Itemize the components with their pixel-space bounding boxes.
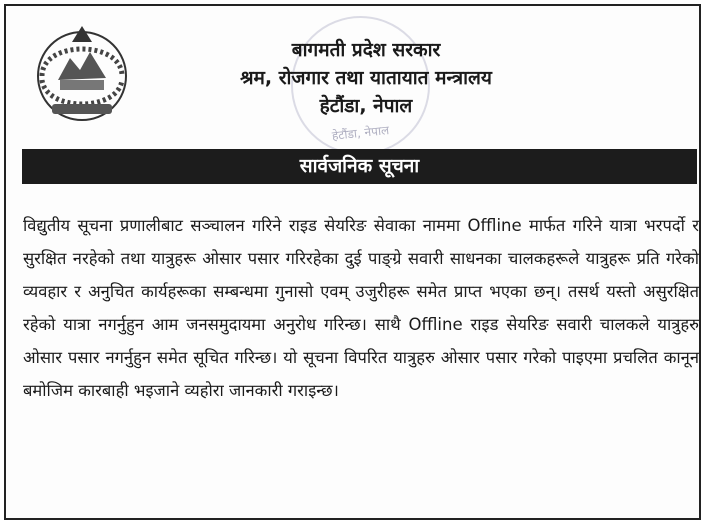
notice-title-banner: सार्वजनिक सूचना <box>22 149 697 184</box>
stamp-text: हेटौंडा, नेपाल <box>331 123 390 143</box>
letterhead <box>156 36 576 120</box>
government-name: बागमती प्रदेश सरकार <box>291 39 441 61</box>
notice-body: विद्युतीय सूचना प्रणालीबाट सञ्चालन गरिने राइड सेयरिङ सेवाका नाममा Offline मार्फत गरिने यात्रा भरपर्दो र सुरक्षित नरहेको तथा यात्रुहरू ओसार पसार गरिरहेका दुई पाङ्ग्रे सवारी साधनका चालकहरूले यात्रुहरू प्रति गरेको व्यवहार र अनुचित कार्यहरूका सम्बन्धमा गुनासो एवम् उजुरीहरू समेत प्राप्त भएका छन्। तसर्थ यस्तो असुरक्षित रहेको यात्रा नगर्नुहुन आम जनसमुदायमा अनुरोध गरिन्छ। साथै Offline राइड सेयरिङ सवारी चालकले यात्रुहरु ओसार पसार नगर्नुहुन समेत सूचित गरिन्छ। यो सूचना विपरित यात्रुहरु ओसार पसार गरेको पाइएमा प्रचलित कानून बमोजिम कारबाही भइजाने व्यहोरा जानकारी गराइन्छ। <box>23 216 699 400</box>
office-location: हेटौंडा, नेपाल <box>319 95 413 117</box>
ministry-name: श्रम, रोजगार तथा यातायात मन्त्रालय <box>240 67 492 89</box>
notice-frame <box>4 4 701 520</box>
nepal-emblem-icon <box>28 20 136 128</box>
